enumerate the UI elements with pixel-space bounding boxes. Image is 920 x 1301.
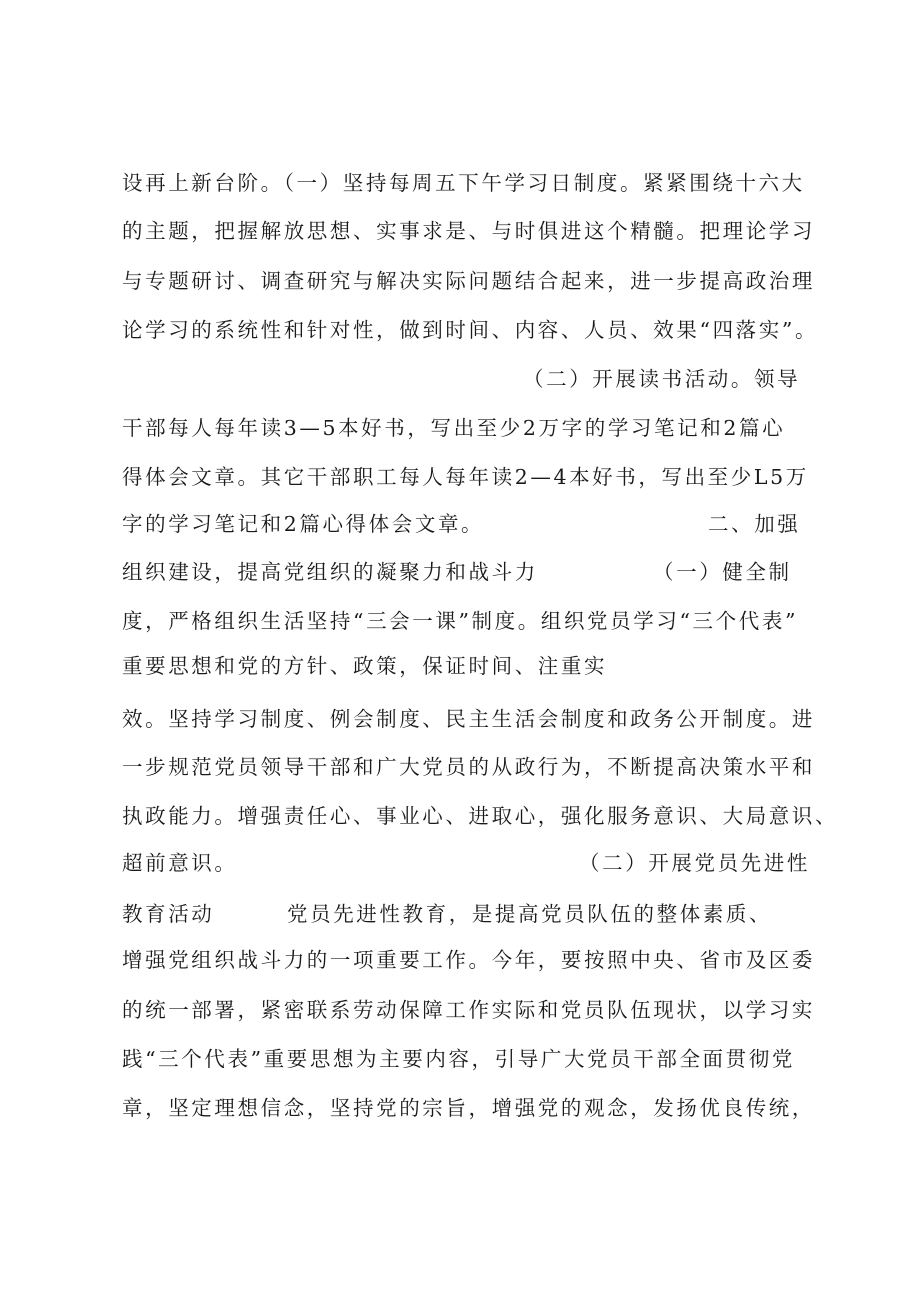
text-line: （二）开展读书活动。领导 [523,367,801,391]
text-line: 与专题研讨、调查研究与解决实际问题结合起来，进一步提高政治理 [122,269,815,293]
text-line: （二）开展党员先进性 [579,851,810,875]
text-line: 度，严格组织生活坚持“三会一课”制度。组织党员学习“三个代表” [122,609,799,633]
text-line: 执政能力。增强责任心、事业心、进取心，强化服务意识、大局意识、 [122,804,839,828]
text-line: 论学习的系统性和针对性，做到时间、内容、人员、效果“四落实”。 [122,318,819,342]
text-line: 党员先进性教育，是提高党员队伍的整体素质、 [287,902,773,926]
text-line: 增强党组织战斗力的一项重要工作。今年，要按照中央、省市及区委 [122,948,815,972]
text-line: 得体会文章。其它干部职工每人每年读2—4本好书，写出至少L5万 [122,465,809,489]
text-line: 教育活动 [122,902,215,926]
text-line: 的统一部署，紧密联系劳动保障工作实际和党员队伍现状，以学习实 [122,998,815,1022]
text-line: 二、加强 [708,512,801,536]
text-line: 超前意识。 [122,851,238,875]
text-line: 干部每人每年读3—5本好书，写出至少2万字的学习笔记和2篇心 [122,416,786,440]
text-line: （一）健全制 [653,560,792,584]
text-line: 的主题，把握解放思想、实事求是、与时俱进这个精髓。把理论学习 [122,219,815,243]
text-line: 一步规范党员领导干部和广大党员的从政行为，不断提高决策水平和 [122,755,815,779]
text-line: 重要思想和党的方针、政策，保证时间、注重实 [122,654,608,678]
text-line: 效。坚持学习制度、例会制度、民主生活会制度和政务公开制度。进 [122,707,815,731]
text-line: 组织建设，提高党组织的凝聚力和战斗力 [122,560,538,584]
text-line: 字的学习笔记和2篇心得体会文章。 [122,512,485,536]
text-line: 设再上新台阶。（一）坚持每周五下午学习日制度。紧紧围绕十六大 [122,171,805,195]
text-line: 章，坚定理想信念，坚持党的宗旨，增强党的观念，发扬优良传统， [122,1096,815,1120]
text-line: 践“三个代表”重要思想为主要内容，引导广大党员干部全面贯彻党 [122,1047,795,1071]
